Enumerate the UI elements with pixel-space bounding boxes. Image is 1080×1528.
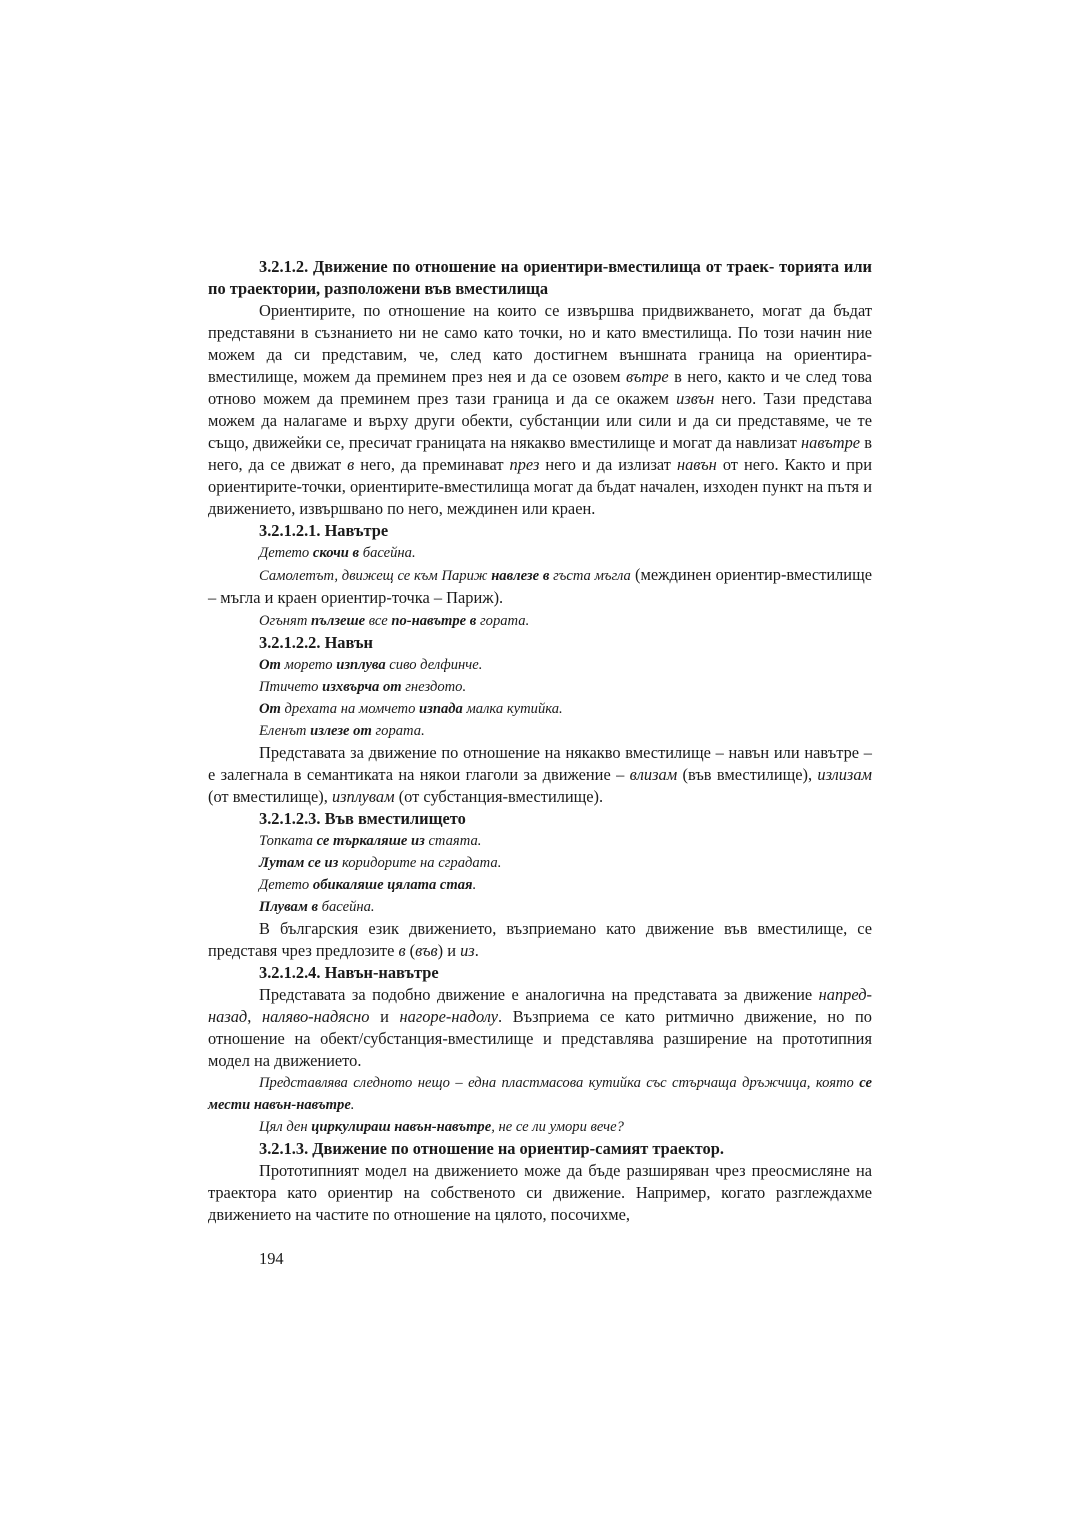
text-run: него и да излизат <box>539 455 677 474</box>
example-text: басейна. <box>318 899 375 915</box>
example-bold: навлезе в <box>491 568 550 584</box>
example-bold: циркулираш навън-навътре <box>311 1119 492 1135</box>
example-13 <box>208 1116 872 1138</box>
example-bold: обикаляше цялата стая <box>312 877 473 893</box>
text-run: В българския език движението, възприемано като движение във вместилище, се представя чрез предлозите <box>208 919 872 960</box>
page-content <box>208 256 872 1270</box>
example-10 <box>208 874 872 896</box>
example-text: дрехата на момчето <box>280 701 420 717</box>
example-4 <box>208 654 872 676</box>
italic-term: напред-назад <box>208 985 872 1026</box>
heading-line-2: торията или по траектории, разположени във вместилища <box>208 257 872 298</box>
italic-term: нагоре-надолу <box>399 1007 498 1026</box>
text-run: (от вместилище), <box>208 787 332 806</box>
example-text: Представлява следното нещо – една пластмасова кутийка със стърчаща дръжчица, която <box>259 1075 860 1091</box>
text-run: Представата за движение по отношение на някакво вместилище – навън или навътре – е залегнала в семантиката на някои глаголи за движение – <box>208 743 872 784</box>
example-text: все <box>365 613 392 629</box>
example-8 <box>208 830 872 852</box>
example-text: Огънят <box>259 613 312 629</box>
example-bold: излезе от <box>310 723 372 739</box>
italic-term: през <box>509 455 540 474</box>
text-run: и <box>369 1007 400 1026</box>
example-text: басейна. <box>359 545 416 561</box>
italic-term: навън <box>676 455 717 474</box>
heading-line-1: 3.2.1.2. Движение по отношение на ориентири-вместилища от траек- <box>259 257 775 276</box>
example-5 <box>208 676 872 698</box>
paragraph-prepositions <box>208 918 872 962</box>
italic-term: излизам <box>817 765 872 784</box>
example-text: сиво делфинче. <box>385 657 483 673</box>
text-run: него. Тази представа можем да налагаме и върху други обекти, субстанции или сили и да си представяме, че те също, движейки се, пресичат границата на някакво вместилище и могат да навлизат <box>208 389 872 452</box>
example-text: Птичето <box>259 679 323 695</box>
example-11 <box>208 896 872 918</box>
text-run: ) и <box>437 941 461 960</box>
example-text: гората. <box>371 723 425 739</box>
example-text: Еленът <box>259 723 311 739</box>
subheading-navan: 3.2.1.2.2. Навън <box>259 633 373 652</box>
example-9 <box>208 852 872 874</box>
text-run: . Възприема се като ритмично движение, но по отношение на обект/субстанция-вместилище и представлява разширение на прототипния модел на движението. <box>208 1007 873 1070</box>
example-bold: скочи в <box>312 545 360 561</box>
subheading-navan-navatre: 3.2.1.2.4. Навън-навътре <box>259 963 439 982</box>
text-run: в него, както и че след това отново можем да преминем през тази граница и да се окажем <box>208 367 872 408</box>
example-12 <box>208 1072 872 1116</box>
text-run: (от субстанция-вместилище). <box>394 787 604 806</box>
example-text: морето <box>280 657 337 673</box>
example-bold: Плувам в <box>259 899 319 915</box>
text-run: ( <box>405 941 416 960</box>
example-text: стаята. <box>424 833 482 849</box>
example-bold: пълзеше <box>311 613 366 629</box>
section-heading-3-2-1-3: 3.2.1.3. Движение по отношение на ориентир-самият траектор. <box>259 1139 724 1158</box>
example-6 <box>208 698 872 720</box>
paragraph-trajector: Прототипният модел на движението може да бъде разширяван чрез преосмисляне на траектора като ориентир на собственото си движение. Например, когато разглеждахме движението на частите по отношение на цялото, посочихме, <box>208 1161 872 1224</box>
example-text: малка кутийка. <box>462 701 563 717</box>
example-text: гъста мъгла <box>549 568 631 584</box>
italic-term: влизам <box>629 765 678 784</box>
example-bold: изплува <box>336 657 386 673</box>
example-note: (междинен ориентир-вместилище – мъгла и краен ориентир-точка – Париж). <box>208 565 872 607</box>
example-bold: по-навътре в <box>391 613 477 629</box>
italic-term: наляво-надясно <box>261 1007 370 1026</box>
subheading-vav-vmestilishteto: 3.2.1.2.3. Във вместилището <box>259 809 466 828</box>
example-text: . <box>472 877 477 893</box>
text-run: от него. Както и при ориентирите-точки, ориентирите-вместилища могат да бъдат начален, изходен пункт на пътя и движението, извършвано по него, междинен или краен. <box>208 455 872 518</box>
example-bold: се мести навън-навътре <box>208 1075 872 1113</box>
text-run: Ориентирите, по отношение на които се извършва придвижването, могат да бъдат представяни в съзнанието ни не само като точки, но и като вместилища. По този начин ние можем да си представим, че, след като достигнем външната граница на ориентира-вместилище, можем да преминем през нея и да се озовем <box>208 301 872 386</box>
example-bold: Лутам се из <box>259 855 339 871</box>
example-1 <box>208 542 872 564</box>
example-text: . <box>350 1097 355 1113</box>
example-bold: От <box>259 657 281 673</box>
text-run: в него, да се движат <box>208 433 873 474</box>
italic-term: във <box>415 941 438 960</box>
example-bold: От <box>259 701 281 717</box>
example-text: гората. <box>476 613 530 629</box>
paragraph-containers-intro <box>208 300 872 520</box>
text-run: . <box>474 941 479 960</box>
subheading-navatre: 3.2.1.2.1. Навътре <box>259 521 389 540</box>
example-text: Детето <box>259 877 313 893</box>
example-7 <box>208 720 872 742</box>
example-text: , не се ли умори вече? <box>491 1119 624 1135</box>
example-bold: изпада <box>419 701 463 717</box>
italic-term: извън <box>676 389 715 408</box>
example-bold: изхвърча от <box>322 679 402 695</box>
example-2 <box>208 564 872 610</box>
italic-term: в <box>347 455 355 474</box>
example-text: Самолетът, движещ се към Париж <box>259 568 492 584</box>
italic-term: изплувам <box>331 787 395 806</box>
text-run: , <box>247 1007 262 1026</box>
example-bold: се търкаляше из <box>316 833 425 849</box>
italic-term: навътре <box>801 433 861 452</box>
paragraph-verbs-semantics <box>208 742 872 808</box>
section-heading-3-2-1-2 <box>208 256 872 300</box>
italic-term: из <box>460 941 475 960</box>
paragraph-rhythmic-motion <box>208 984 872 1072</box>
text-run: Представата за подобно движение е аналогична на представата за движение <box>259 985 819 1004</box>
example-text: Топката <box>259 833 317 849</box>
example-3 <box>208 610 872 632</box>
example-text: гнездото. <box>401 679 467 695</box>
page-number: 194 <box>259 1249 284 1268</box>
example-text: Цял ден <box>259 1119 312 1135</box>
text-run: него, да преминават <box>354 455 510 474</box>
text-run: (във вместилище), <box>677 765 818 784</box>
example-text: Детето <box>259 545 313 561</box>
italic-term: вътре <box>625 367 669 386</box>
example-text: коридорите на сградата. <box>338 855 502 871</box>
italic-term: в <box>398 941 406 960</box>
